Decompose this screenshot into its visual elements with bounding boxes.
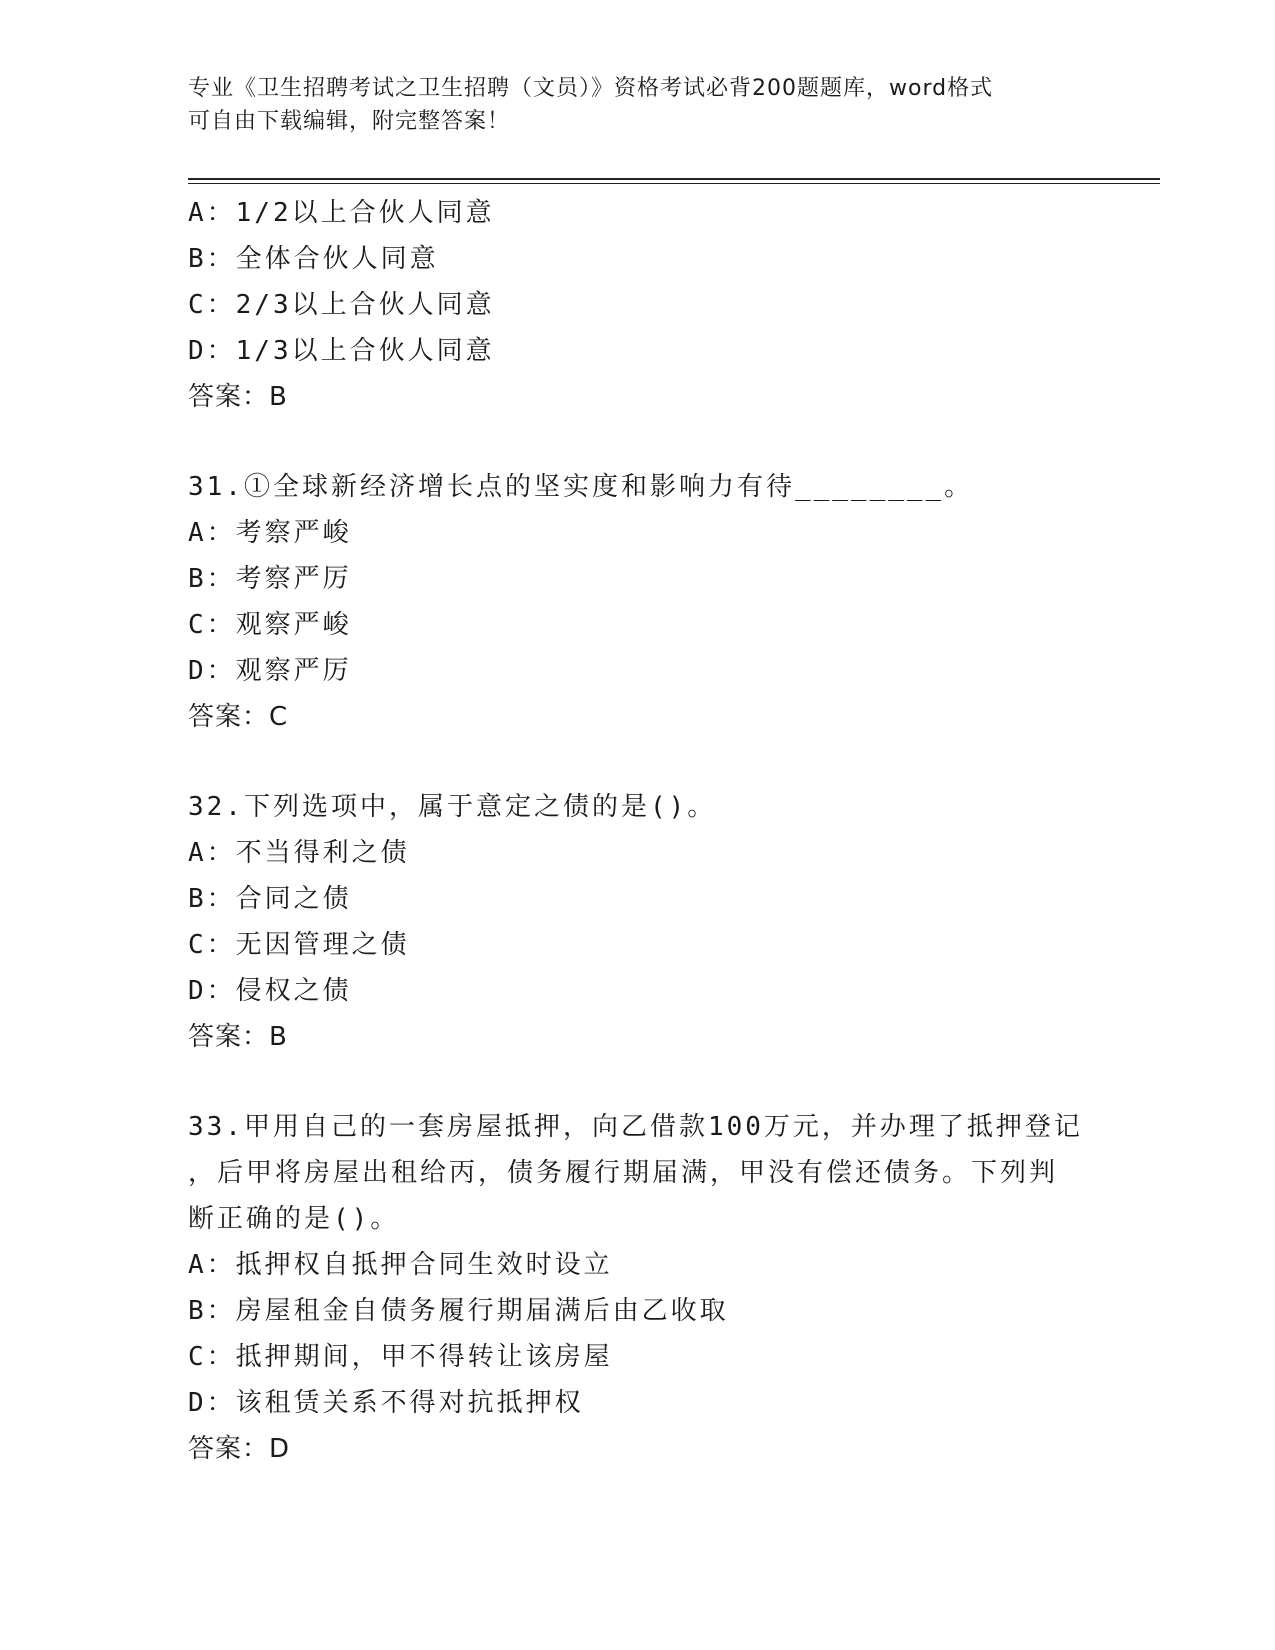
- question-list: [188, 190, 1088, 1472]
- document-header: [188, 72, 1088, 138]
- question-block-32: [188, 784, 1088, 1060]
- answer-line: 答案：B: [188, 382, 288, 412]
- question-block-30: [188, 190, 1088, 420]
- answer-line: 答案：C: [188, 702, 289, 732]
- option-b: B：房屋租金自债务履行期届满后由乙收取: [188, 1296, 729, 1326]
- question-block-33: [188, 1104, 1088, 1472]
- option-c: C：无因管理之债: [188, 930, 410, 960]
- question-stem-line-3: 断正确的是()。: [188, 1204, 400, 1234]
- question-block-31: [188, 464, 1088, 740]
- header-divider-thin: [188, 183, 1160, 184]
- answer-line: 答案：D: [188, 1434, 291, 1464]
- option-c: C：2/3以上合伙人同意: [188, 290, 495, 320]
- question-stem-line-2: ，后甲将房屋出租给丙，债务履行期届满，甲没有偿还债务。下列判: [188, 1158, 1059, 1188]
- option-b: B：考察严厉: [188, 564, 352, 594]
- option-a: A：考察严峻: [188, 518, 352, 548]
- option-c: C：观察严峻: [188, 610, 352, 640]
- header-divider-thick: [188, 178, 1160, 180]
- option-a: A：抵押权自抵押合同生效时设立: [188, 1250, 613, 1280]
- option-d: D：1/3以上合伙人同意: [188, 336, 495, 366]
- option-d: D：该租赁关系不得对抗抵押权: [188, 1388, 584, 1418]
- option-d: D：侵权之债: [188, 976, 352, 1006]
- option-b: B：合同之债: [188, 884, 352, 914]
- option-c: C：抵押期间，甲不得转让该房屋: [188, 1342, 613, 1372]
- option-b: B：全体合伙人同意: [188, 244, 439, 274]
- option-a: A：不当得利之债: [188, 838, 410, 868]
- question-stem: 31.①全球新经济增长点的坚实度和影响力有待________。: [188, 472, 974, 502]
- header-line-2: 可自由下载编辑，附完整答案！: [188, 109, 511, 134]
- answer-line: 答案：B: [188, 1022, 288, 1052]
- question-stem: 32.下列选项中，属于意定之债的是()。: [188, 792, 717, 822]
- header-line-1: 专业《卫生招聘考试之卫生招聘（文员）》资格考试必背200题题库，word格式: [188, 76, 994, 101]
- question-stem-line-1: 33.甲用自己的一套房屋抵押，向乙借款100万元，并办理了抵押登记: [188, 1112, 1083, 1142]
- option-a: A：1/2以上合伙人同意: [188, 198, 495, 228]
- option-d: D：观察严厉: [188, 656, 352, 686]
